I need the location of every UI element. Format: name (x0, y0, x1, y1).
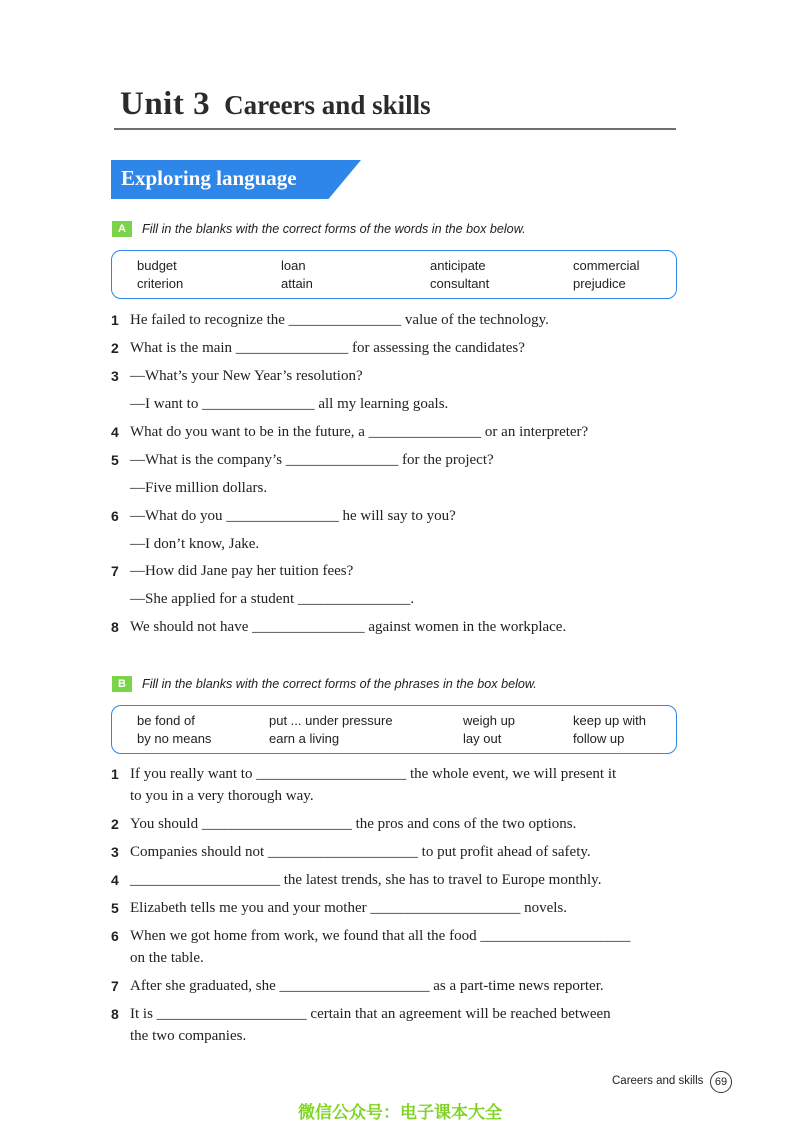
question-text: If you really want to ____________________ the whole event, we will present it (130, 766, 617, 782)
unit-heading (120, 86, 431, 123)
question-text: After she graduated, she ____________________ as a part-time news reporter. (130, 978, 604, 994)
question-text: We should not have _______________ against women in the workplace. (130, 619, 567, 635)
phrase-item: put ... under pressure (269, 713, 393, 728)
phrase-item: by no means (137, 731, 212, 746)
question-text: Elizabeth tells me you and your mother ____________________ novels. (130, 900, 568, 916)
question-text: —She applied for a student _______________. (130, 591, 415, 607)
question-number: 4 (111, 872, 119, 888)
question-number: 1 (111, 312, 119, 328)
question-text: He failed to recognize the _______________ value of the technology. (130, 312, 549, 328)
question-number: 2 (111, 340, 119, 356)
question-text: —Five million dollars. (130, 480, 268, 496)
question-text: ____________________ the latest trends, she has to travel to Europe monthly. (130, 872, 602, 888)
word-item: attain (281, 276, 313, 291)
question-text: When we got home from work, we found that all the food ____________________ (130, 928, 631, 944)
word-item: loan (281, 258, 306, 273)
running-footer-title: Careers and skills (612, 1075, 704, 1087)
word-item: criterion (137, 276, 184, 291)
word-item: consultant (430, 276, 490, 291)
exercise-a-badge: A (112, 221, 132, 237)
word-item: commercial (573, 258, 640, 273)
phrase-item: follow up (573, 731, 625, 746)
question-text: —How did Jane pay her tuition fees? (130, 563, 354, 579)
question-text: What is the main _______________ for assessing the candidates? (130, 340, 525, 356)
question-text: Companies should not ____________________ to put profit ahead of safety. (130, 844, 591, 860)
unit-title: Careers and skills (224, 90, 431, 120)
question-text: —What do you _______________ he will say to you? (130, 508, 456, 524)
phrase-item: be fond of (137, 713, 195, 728)
question-text: —What is the company’s _______________ for the project? (130, 452, 494, 468)
phrase-item: earn a living (269, 731, 340, 746)
question-text: You should ____________________ the pros and cons of the two options. (130, 816, 577, 832)
question-number: 8 (111, 619, 119, 635)
phrase-item: lay out (463, 731, 502, 746)
question-text: to you in a very thorough way. (130, 788, 314, 804)
word-item: prejudice (573, 276, 626, 291)
exercise-b-badge: B (112, 676, 132, 692)
question-number: 7 (111, 978, 119, 994)
question-text: What do you want to be in the future, a _______________ or an interpreter? (130, 424, 589, 440)
question-text: —I don’t know, Jake. (130, 536, 260, 552)
question-number: 7 (111, 563, 119, 579)
phrase-item: weigh up (463, 713, 516, 728)
question-number: 3 (111, 368, 119, 384)
exercise-a-instruction: Fill in the blanks with the correct forms of the words in the box below. (142, 222, 526, 236)
exercise-b-instruction: Fill in the blanks with the correct forms of the phrases in the box below. (142, 677, 537, 691)
section-title: Exploring language (121, 166, 297, 190)
unit-number: Unit 3 (120, 86, 211, 122)
word-item: budget (137, 258, 177, 273)
question-number: 5 (111, 900, 119, 916)
question-number: 6 (111, 508, 119, 524)
word-box-a (111, 250, 677, 299)
question-text: —What’s your New Year’s resolution? (130, 368, 363, 384)
question-number: 6 (111, 928, 119, 944)
question-text: —I want to _______________ all my learning goals. (130, 396, 449, 412)
question-number: 1 (111, 766, 119, 782)
question-number: 4 (111, 424, 119, 440)
question-text: the two companies. (130, 1028, 247, 1044)
word-item: anticipate (430, 258, 486, 273)
watermark: 微信公众号：电子课本大全 (298, 1103, 502, 1123)
question-number: 2 (111, 816, 119, 832)
question-text: It is ____________________ certain that an agreement will be reached between (130, 1006, 611, 1022)
question-number: 3 (111, 844, 119, 860)
question-number: 8 (111, 1006, 119, 1022)
heading-rule (114, 128, 676, 130)
question-text: on the table. (130, 950, 204, 966)
question-number: 5 (111, 452, 119, 468)
phrase-box-b (111, 705, 677, 754)
phrase-item: keep up with (573, 713, 646, 728)
page-number: 69 (710, 1071, 732, 1093)
